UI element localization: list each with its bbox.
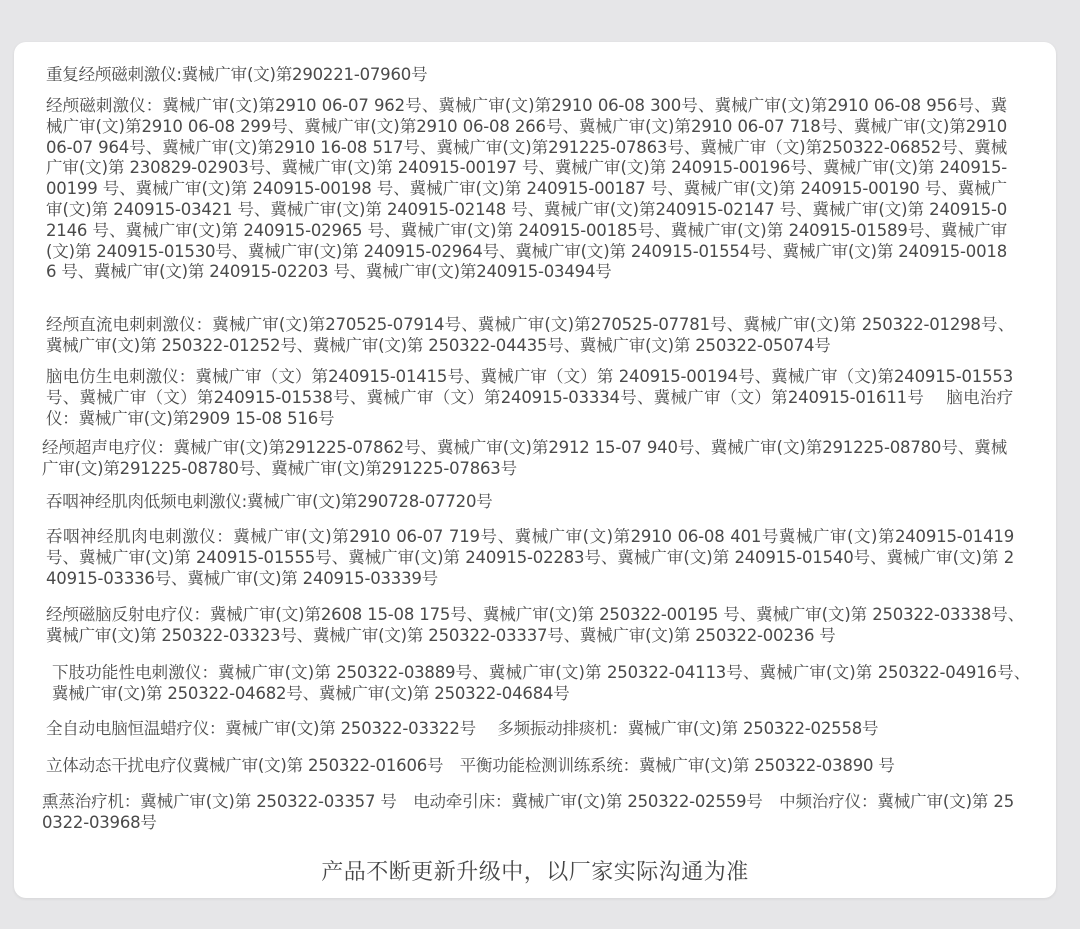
approval-paragraph-interference: 立体动态干扰电疗仪冀械广审(文)第 250322-01606号 平衡功能检测训练系统：冀械广审(文)第 250322-03890 号 [46,756,895,775]
approval-paragraph-brain-reflex: 经颅磁脑反射电疗仪：冀械广审(文)第2608 15-08 175号、冀械广审(文)第 250322-00195 号、冀械广审(文)第 250322-03338号、冀械广审(文)第 250322-03323号、冀械广审(文)第 250322-03337号、冀械广审(文)第 250322-00236 号 [46,605,1024,645]
approval-paragraph-wax-therapy: 全自动电脑恒温蜡疗仪：冀械广审(文)第 250322-03322号 多频振动排痰机：冀械广审(文)第 250322-02558号 [46,719,879,738]
approval-paragraph-tdcs: 经颅直流电刺刺激仪：冀械广审(文)第270525-07914号、冀械广审(文)第270525-07781号、冀械广审(文)第 250322-01298号、冀械广审(文)第 250322-01252号、冀械广审(文)第 250322-04435号、冀械广审(文)第 250322-05074号 [46,315,1014,355]
approval-paragraph-swallow-stim: 吞咽神经肌肉电刺激仪：冀械广审(文)第2910 06-07 719号、冀械广审(文)第2910 06-08 401号冀械广审(文)第240915-01419号、冀械广审(文)第 240915-01555号、冀械广审(文)第 240915-02283号、冀械广审(文)第 240915-01540号、冀械广审(文)第 240915-03336号、冀械广审(文)第 240915-03339号 [46,527,1014,588]
approval-paragraph-rtms: 重复经颅磁刺激仪:冀械广审(文)第290221-07960号 [46,65,428,84]
approval-paragraph-tms: 经颅磁刺激仪：冀械广审(文)第2910 06-07 962号、冀械广审(文)第2910 06-08 300号、冀械广审(文)第2910 06-08 956号、冀械广审(文)第2910 06-08 299号、冀械广审(文)第2910 06-08 266号、冀械广审(文)第2910 06-07 718号、冀械广审(文)第2910 06-07 964号、冀械广审(文)第2910 16-08 517号、冀械广审(文)第291225-07863号、冀械广审（文)第250322-06852号、冀械广审(文)第 230829-02903号、冀械广审(文)第 240915-00197 号、冀械广审(文)第 240915-00196号、冀械广审(文)第 240915-00199 号、冀械广审(文)第 240915-00198 号、冀械广审(文)第 240915-00187 号、冀械广审(文)第 240915-00190 号、冀械广审(文)第 240915-03421 号、冀械广审(文)第 240915-02148 号、冀械广审(文)第240915-02147 号、冀械广审(文)第 240915-02146 号、冀械广审(文)第 240915-02965 号、冀械广审(文)第 240915-00185号、冀械广审(文)第 240915-01589号、冀械广审(文)第 240915-01530号、冀械广审(文)第 240915-02964号、冀械广审(文)第 240915-01554号、冀械广审(文)第 240915-00186 号、冀械广审(文)第 240915-02203 号、冀械广审(文)第240915-03494号 [46,96,1007,282]
approval-paragraph-eeg-bionic: 脑电仿生电刺激仪：冀械广审（文）第240915-01415号、冀械广审（文）第 240915-00194号、冀械广审（文)第240915-01553号、冀械广审（文）第240915-01538号、冀械广审（文）第240915-03334号、冀械广审（文）第240915-01611号 脑电治疗仪：冀械广审(文)第2909 15-08 516号 [46,367,1013,428]
approval-paragraph-lower-limb: 下肢功能性电刺激仪：冀械广审(文)第 250322-03889号、冀械广审(文)第 250322-04113号、冀械广审(文)第 250322-04916号、冀械广审(文)第 250322-04682号、冀械广审(文)第 250322-04684号 [52,663,1030,703]
approval-paragraph-ultrasound: 经颅超声电疗仪：冀械广审(文)第291225-07862号、冀械广审(文)第2912 15-07 940号、冀械广审(文)第291225-08780号、冀械广审(文)第291225-08780号、冀械广审(文)第291225-07863号 [42,438,1007,478]
footer-disclaimer: 产品不断更新升级中，以厂家实际沟通为准 [321,860,749,885]
notice-card [14,42,1056,898]
approval-paragraph-fumigation: 熏蒸治疗机：冀械广审(文)第 250322-03357 号 电动牵引床：冀械广审(文)第 250322-02559号 中频治疗仪：冀械广审(文)第 250322-03968号 [42,792,1014,832]
approval-paragraph-swallow-low-freq: 吞咽神经肌肉低频电刺激仪:冀械广审(文)第290728-07720号 [46,492,493,511]
